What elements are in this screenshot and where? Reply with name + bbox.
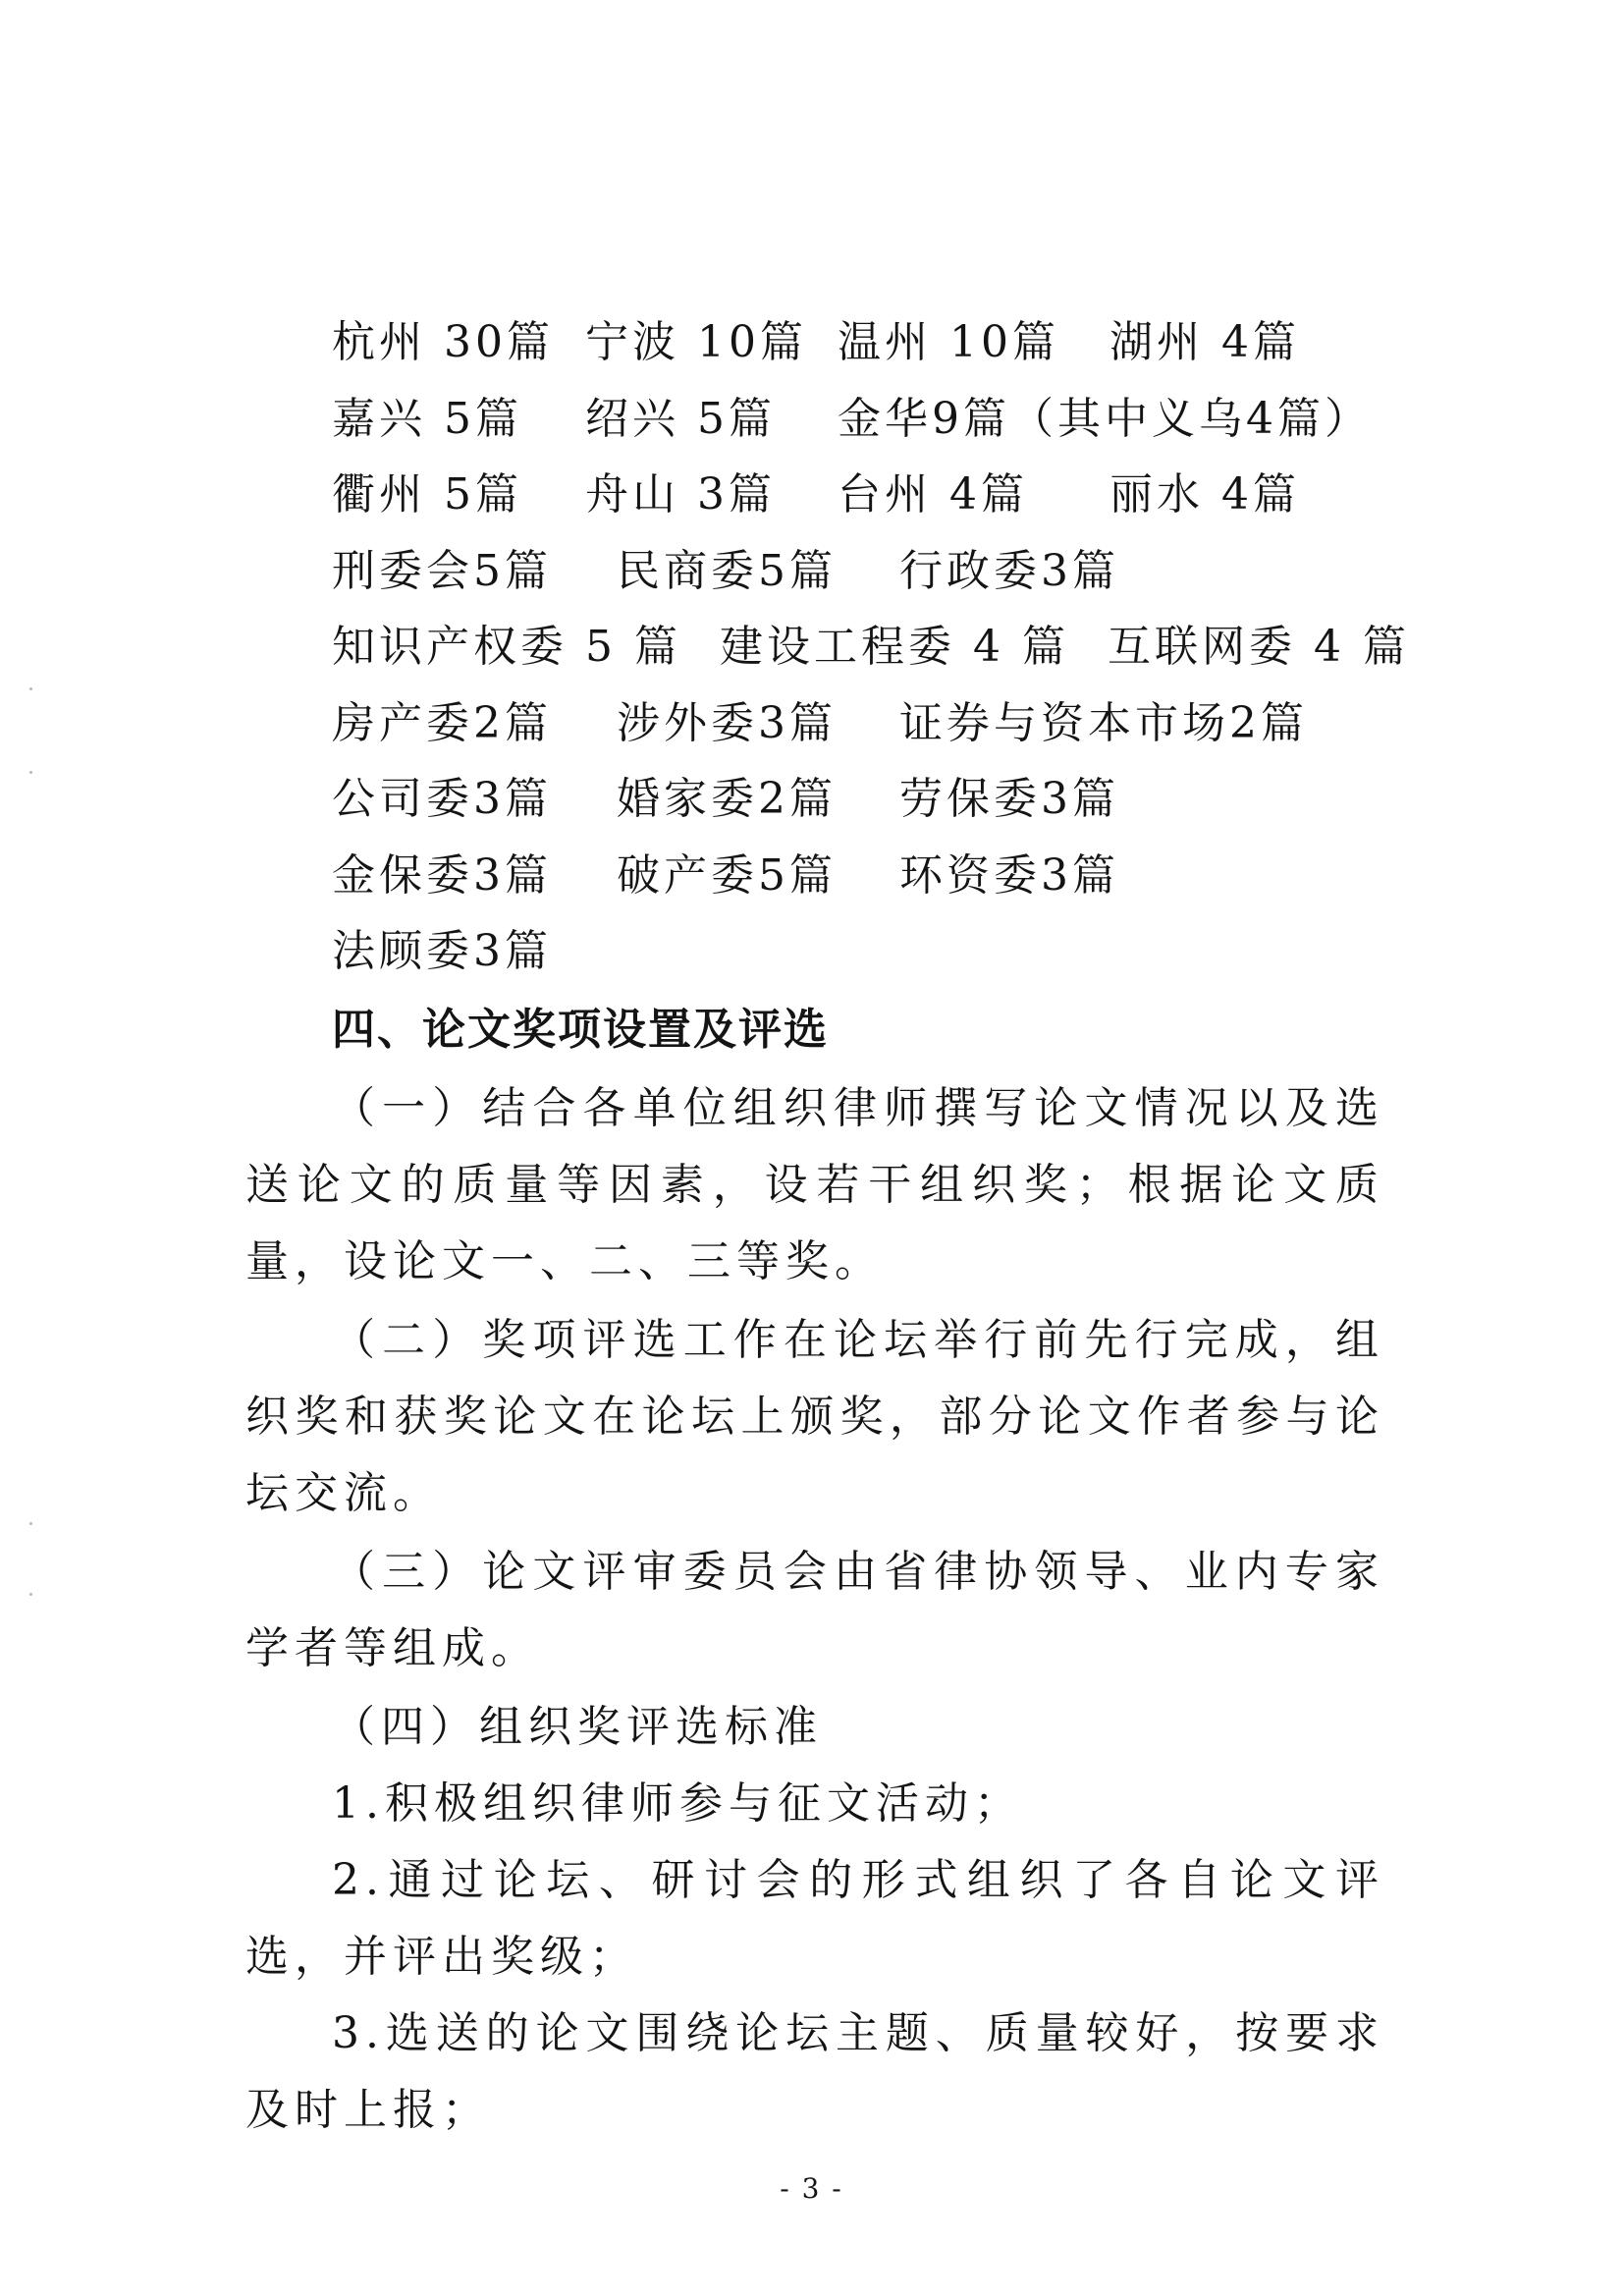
- quota-item: 知识产权委 5 篇: [332, 622, 681, 672]
- quota-row: [332, 761, 1432, 838]
- quota-item: 劳保委3篇: [899, 774, 1119, 824]
- scan-mark: [29, 687, 32, 690]
- quota-row: [332, 381, 1432, 458]
- section-heading: 四、论文奖项设置及评选: [332, 1005, 829, 1055]
- quota-row: [332, 304, 1432, 381]
- paragraph: （一）结合各单位组织律师撰写论文情况以及选送论文的质量等因素，设若干组织奖；根据论文质量，设论文一、二、三等奖。: [245, 1083, 1384, 1286]
- quota-item: 金华9篇（其中义乌4篇）: [838, 393, 1372, 444]
- quota-item: 湖州 4篇: [1109, 317, 1300, 367]
- paragraph: 3.选送的论文围绕论坛主题、质量较好，按要求及时上报；: [245, 2008, 1384, 2135]
- quota-item: 婚家委2篇: [617, 774, 837, 824]
- section-body: [245, 1070, 1384, 2149]
- quota-item: 破产委5篇: [617, 849, 837, 901]
- quota-item: 衢州 5篇: [332, 469, 522, 519]
- quota-item: 民商委5篇: [617, 545, 837, 596]
- quota-item: 温州 10篇: [838, 317, 1059, 367]
- quota-item: 舟山 3篇: [585, 469, 776, 519]
- scan-mark: [29, 771, 32, 774]
- quota-item: 嘉兴 5篇: [332, 393, 522, 444]
- quota-item: 丽水 4篇: [1109, 469, 1300, 519]
- quota-item: 绍兴 5篇: [585, 393, 776, 444]
- quota-item: 涉外委3篇: [617, 697, 837, 748]
- paragraph: （四）组织奖评选标准: [332, 1702, 823, 1752]
- quota-item: 互联网委 4 篇: [1108, 622, 1410, 672]
- quota-list: [332, 304, 1432, 990]
- quota-item: 公司委3篇: [332, 774, 552, 824]
- quota-row: [332, 457, 1432, 533]
- quota-row: [332, 533, 1432, 610]
- quota-item: 宁波 10篇: [585, 317, 807, 367]
- quota-row: [332, 838, 1432, 914]
- quota-item: 刑委会5篇: [332, 545, 552, 596]
- paragraph: （二）奖项评选工作在论坛举行前先行完成，组织奖和获奖论文在论坛上颁奖，部分论文作者参与论坛交流。: [245, 1315, 1384, 1518]
- quota-item: 房产委2篇: [332, 697, 552, 748]
- quota-row: [332, 609, 1432, 685]
- quota-item: 建设工程委 4 篇: [720, 622, 1069, 672]
- quota-item: 法顾委3篇: [332, 926, 552, 976]
- paragraph: （三）论文评审委员会由省律协领导、业内专家学者等组成。: [245, 1547, 1384, 1673]
- scan-mark: [29, 1593, 32, 1596]
- quota-item: 证券与资本市场2篇: [899, 697, 1308, 748]
- quota-row: [332, 913, 1432, 990]
- quota-item: 杭州 30篇: [332, 317, 554, 367]
- quota-item: 行政委3篇: [899, 545, 1119, 596]
- paragraph: 2.通过论坛、研讨会的形式组织了各自论文评选，并评出奖级；: [245, 1855, 1384, 1982]
- paragraph: 1.积极组织律师参与征文活动；: [332, 1778, 1023, 1829]
- quota-item: 台州 4篇: [838, 469, 1028, 519]
- page-number: - 3 -: [780, 2172, 843, 2205]
- scan-mark: [29, 1522, 32, 1525]
- quota-item: 金保委3篇: [332, 849, 552, 901]
- quota-item: 环资委3篇: [899, 849, 1119, 901]
- quota-row: [332, 685, 1432, 762]
